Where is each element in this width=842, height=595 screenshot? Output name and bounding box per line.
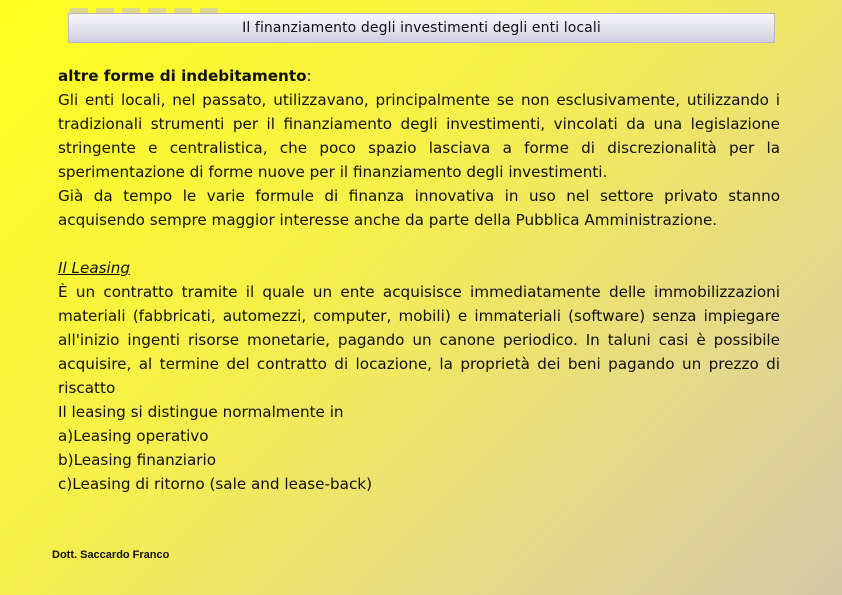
author-footer: Dott. Saccardo Franco — [52, 549, 170, 561]
list-item: c)Leasing di ritorno (sale and lease-back) — [58, 475, 373, 493]
list-intro: Il leasing si distingue normalmente in — [58, 403, 344, 421]
slide-content — [58, 64, 780, 496]
list-item: b)Leasing finanziario — [58, 451, 217, 469]
section-heading-indebitamento — [58, 64, 780, 88]
paragraph-enti-locali: Gli enti locali, nel passato, utilizzavano, principalmente se non esclusivamente, utilizzando i tradizionali strumenti per il finanziamento degli investimenti, vincolati da una legislazione stringente e centralistica, che poco spazio lasciava a forme di discrezionalità per la sperimentazione di forme nuove per il finanziamento degli investimenti. — [58, 91, 780, 181]
section-heading-colon: : — [306, 67, 312, 85]
header-banner — [68, 13, 775, 43]
slide-title: Il finanziamento degli investimenti degli enti locali — [242, 20, 601, 36]
section-spacer — [58, 232, 780, 256]
list-item: a)Leasing operativo — [58, 427, 209, 445]
paragraph-finanza-innovativa: Già da tempo le varie formule di finanza innovativa in uso nel settore privato stanno acquisendo sempre maggior interesse anche da parte della Pubblica Amministrazione. — [58, 187, 780, 229]
section-heading-leasing: Il Leasing — [58, 259, 131, 277]
paragraph-leasing-definition: È un contratto tramite il quale un ente acquisisce immediatamente delle immobilizzazioni materiali (fabbricati, automezzi, computer, mobili) e immateriali (software) senza impiegare all'inizio ingenti risorse monetarie, pagando un canone periodico. In taluni casi è possibile acquisire, al termine del contratto di locazione, la proprietà dei beni pagando un prezzo di riscatto — [58, 283, 780, 397]
section-heading-text: altre forme di indebitamento — [58, 67, 307, 85]
